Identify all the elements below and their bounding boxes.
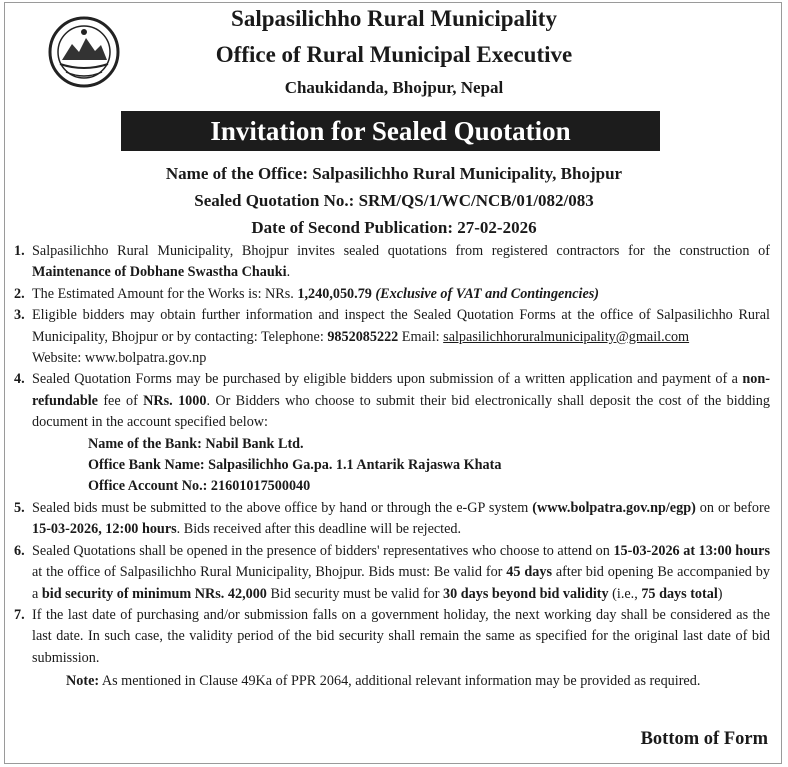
bottom-of-form-label: Bottom of Form bbox=[640, 729, 768, 749]
clause-6: 6. Sealed Quotations shall be opened in the presence of bidders' representatives who choose to attend on 15-03-2026 at 13:00 hours at the office of Salpasilichho Rural Municipality, Bhojpur. Bids must: Be valid for 45 days after bid opening Be accompanied by a bid security of minimum NRs. 42,000 Bid security must be valid for 30 days beyond bid validity (i.e., 75 days total) bbox=[14, 542, 771, 602]
note-line: Note: As mentioned in Clause 49Ka of PPR 2064, additional relevant information may be provided as required. bbox=[66, 673, 701, 690]
bank-account-name-line: Office Bank Name: Salpasilichho Ga.pa. 1.1 Antarik Rajaswa Khata bbox=[88, 457, 502, 474]
office-title: Office of Rural Municipal Executive bbox=[215, 42, 573, 67]
clause-7: 7. If the last date of purchasing and/or submission falls on a government holiday, the next working day shall be considered as the last date. In such case, the validity period of the bid security shall remain the same as specified for the original last date of bid submission. bbox=[14, 606, 770, 666]
publication-date-line: Date of Second Publication: 27-02-2026 bbox=[251, 218, 537, 237]
website-line: Website: www.bolpatra.gov.np bbox=[32, 350, 207, 367]
notice-body bbox=[14, 241, 770, 693]
submission-deadline: 15-03-2026, 12:00 hours bbox=[32, 521, 177, 538]
email-link[interactable]: salpasilichhoruralmunicipality@gmail.com bbox=[443, 328, 690, 345]
bid-security: bid security of minimum NRs. 42,000 bbox=[41, 585, 267, 602]
bank-account-number-line: Office Account No.: 21601017500040 bbox=[88, 478, 311, 495]
estimated-amount: 1,240,050.79 bbox=[297, 285, 372, 302]
telephone-number: 9852085222 bbox=[327, 328, 399, 345]
clause-4: 4. Sealed Quotation Forms may be purchased by eligible bidders upon submission of a written application and payment of a non-refundable fee of NRs. 1000. Or Bidders who choose to submit their bid electronically shall deposit the cost of the bidding document in the account specified below: bbox=[14, 371, 770, 431]
clause-5: 5. Sealed bids must be submitted to the above office by hand or through the e-GP system (www.bolpatra.gov.np/egp) on or before 15-03-2026, 12:00 hours. Bids received after this deadline will be rejected. bbox=[14, 499, 770, 538]
municipality-name: Salpasilichho Rural Municipality bbox=[231, 6, 557, 31]
notice-title-banner: Invitation for Sealed Quotation bbox=[121, 111, 660, 151]
work-name: Maintenance of Dobhane Swastha Chauki bbox=[32, 264, 287, 281]
clause-2: 2. The Estimated Amount for the Works is: NRs. 1,240,050.79 (Exclusive of VAT and Contingencies) bbox=[14, 285, 600, 302]
clause-1: 1. Salpasilichho Rural Municipality, Bhojpur invites sealed quotations from registered contractors for the construction of Maintenance of Dobhane Swastha Chauki. bbox=[14, 243, 770, 281]
quotation-number-line: Sealed Quotation No.: SRM/QS/1/WC/NCB/01/082/083 bbox=[194, 191, 594, 210]
clause-3: 3. Eligible bidders may obtain further information and inspect the Sealed Quotation Forms at the office of Salpasilichho Rural Municipality, Bhojpur or by contacting: Telephone: 9852085222 Email: salpasilichhoruralmunicipality@gmail.com Website: www.bolpatra.gov.np bbox=[14, 307, 770, 367]
office-address: Chaukidanda, Bhojpur, Nepal bbox=[284, 78, 504, 97]
office-name-line: Name of the Office: Salpasilichho Rural Municipality, Bhojpur bbox=[165, 164, 623, 183]
bank-name-line: Name of the Bank: Nabil Bank Ltd. bbox=[88, 435, 304, 452]
egp-url: (www.bolpatra.gov.np/egp) bbox=[532, 499, 696, 516]
form-fee: NRs. 1000 bbox=[143, 392, 207, 409]
opening-date: 15-03-2026 at 13:00 hours bbox=[613, 542, 771, 559]
